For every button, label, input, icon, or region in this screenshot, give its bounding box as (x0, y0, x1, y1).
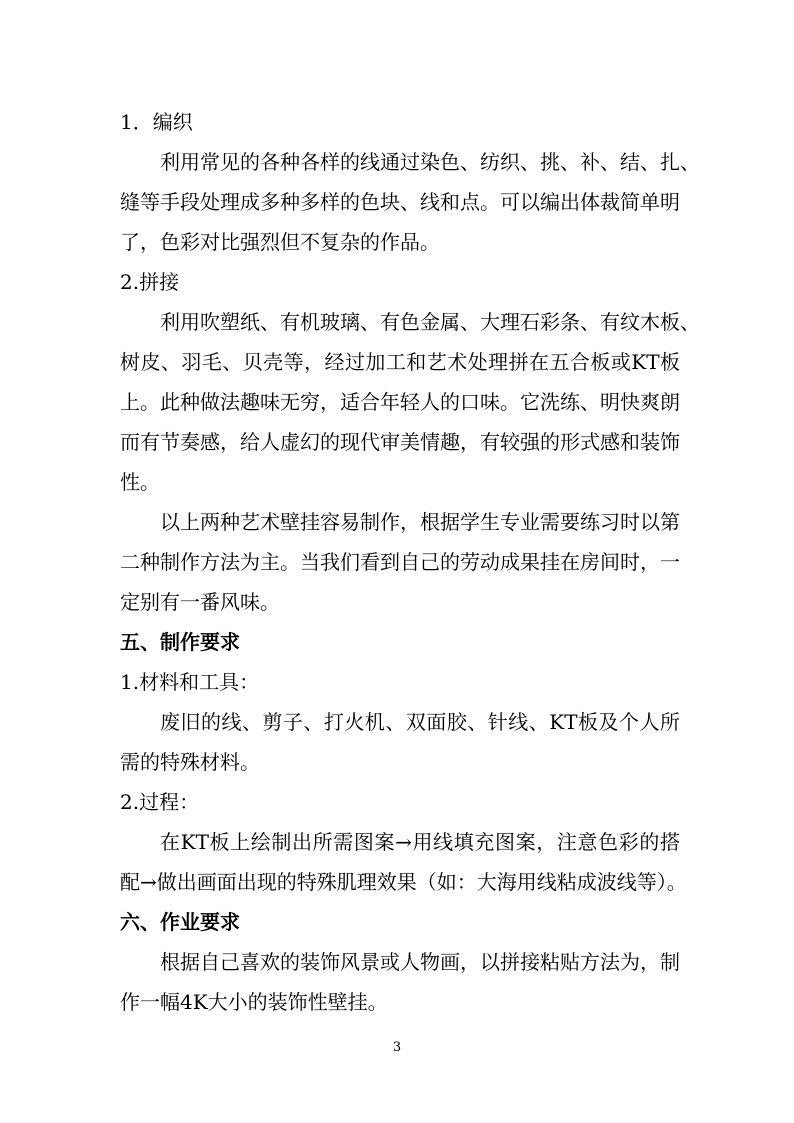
paragraph-line: 废旧的线、剪子、打火机、双面胶、针线、KT板及个人所 (160, 710, 680, 734)
paragraph-line: 性。 (120, 470, 160, 494)
paragraph-line: 缝等手段处理成多种多样的色块、线和点。可以编出体裁简单明 (120, 190, 680, 214)
paragraph-line: 利用常见的各种各样的线通过染色、纺织、挑、补、结、扎、 (160, 150, 700, 174)
paragraph-line: 配→做出画面出现的特殊肌理效果（如：大海用线粘成波线等）。 (120, 870, 687, 894)
paragraph-line: 作一幅4K大小的装饰性壁挂。 (120, 990, 388, 1014)
section-title-weaving: 1．编织 (120, 110, 193, 134)
paragraph-line: 树皮、羽毛、贝壳等，经过加工和艺术处理拼在五合板或KT板 (120, 350, 680, 374)
paragraph-line: 了，色彩对比强烈但不复杂的作品。 (120, 230, 440, 254)
page-number: 3 (392, 1040, 402, 1055)
paragraph-line: 在KT板上绘制出所需图案→用线填充图案，注意色彩的搭 (160, 830, 680, 854)
paragraph-line: 根据自己喜欢的装饰风景或人物画，以拼接粘贴方法为，制 (160, 950, 680, 974)
paragraph-line: 上。此种做法趣味无穷，适合年轻人的口味。它洗练、明快爽朗 (120, 390, 680, 414)
paragraph-line: 而有节奏感，给人虚幻的现代审美情趣，有较强的形式感和装饰 (120, 430, 680, 454)
paragraph-line: 需的特殊材料。 (120, 750, 260, 774)
paragraph-line: 以上两种艺术壁挂容易制作，根据学生专业需要练习时以第 (160, 510, 680, 534)
section-title-process: 2.过程： (120, 790, 200, 814)
section-title-materials: 1.材料和工具： (120, 670, 260, 694)
paragraph-line: 利用吹塑纸、有机玻璃、有色金属、大理石彩条、有纹木板、 (160, 310, 700, 334)
paragraph-line: 二种制作方法为主。当我们看到自己的劳动成果挂在房间时，一 (120, 550, 680, 574)
heading-production-requirements: 五、制作要求 (120, 630, 240, 654)
heading-assignment-requirements: 六、作业要求 (120, 910, 240, 934)
paragraph-line: 定别有一番风味。 (120, 590, 280, 614)
section-title-splicing: 2.拼接 (120, 270, 180, 294)
